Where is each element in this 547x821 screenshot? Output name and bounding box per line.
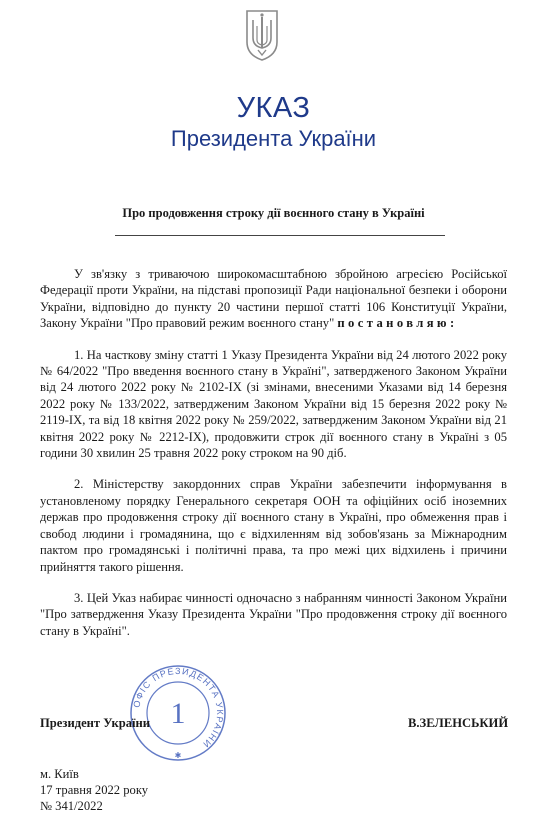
signatory-position: Президент України	[40, 716, 151, 730]
issuer-title: Президента України	[170, 126, 377, 151]
svg-text:✱: ✱	[174, 751, 182, 760]
svg-text:ОФІС ПРЕЗИДЕНТА УКРАЇНИ: ОФІС ПРЕЗИДЕНТА УКРАЇНИ	[131, 665, 226, 751]
decree-body	[40, 266, 507, 654]
seal-number: 1	[170, 697, 186, 730]
preamble-text: У зв'язку з триваючою широкомасштабною збройною агресією Російської Федерації проти України, на підставі пропозиції Ради національної безпеки і оборони України, відповідно до пункту 20 частини першої статті 106 Конституції України, Закону України "Про правовий режим воєнного стану"	[40, 267, 507, 331]
signatory-name: В.ЗЕЛЕНСЬКИЙ	[408, 716, 509, 730]
coat-of-arms-icon	[244, 8, 280, 62]
preamble-paragraph	[40, 266, 507, 332]
decree-word: постановляю	[337, 316, 450, 331]
issue-details	[40, 766, 148, 814]
document-type-title: УКАЗ	[236, 92, 311, 124]
decree-colon: :	[449, 316, 458, 331]
subject-underline	[115, 235, 445, 236]
issue-city: м. Київ	[40, 767, 79, 781]
decree-number: № 341/2022	[40, 799, 103, 813]
article-2: 2. Міністерству закордонних справ України забезпечити інформування в установленому порядку Генерального секретаря ООН та офіційних осіб іноземних держав про продовження строку дії воєнного стану в Україні, про обмеження прав і свобод людини і громадянина, що є відхиленням від зобов'язань за Міжнародним пактом про громадянські і політичні права, та про межі цих відхилень і причини прийняття такого рішення.	[40, 477, 507, 574]
issue-date: 17 травня 2022 року	[40, 783, 149, 797]
article-3: 3. Цей Указ набирає чинності одночасно з набранням чинності Законом України "Про затвердження Указу Президента України "Про продовження строку дії воєнного стану в Україні".	[40, 590, 507, 638]
official-seal-icon	[128, 663, 228, 763]
article-1: 1. На часткову зміну статті 1 Указу Президента України від 24 лютого 2022 року № 64/2022 "Про введення воєнного стану в Україні", затвердженого Законом України від 24 лютого 2022 року № 2102-IX (зі змінами, внесеними Указами від 14 березня 2022 року № 133/2022, затвердженим Законом України від 15 березня 2022 року № 2119-IX, та від 18 квітня 2022 року № 259/2022, затвердженим Законом України від 21 квітня 2022 року № 2212-IX), продовжити строк дії воєнного стану в Україні з 05 години 30 хвилин 25 травня 2022 року строком на 90 діб.	[40, 347, 507, 461]
decree-subject: Про продовження строку дії воєнного стану в Україні	[122, 206, 425, 220]
